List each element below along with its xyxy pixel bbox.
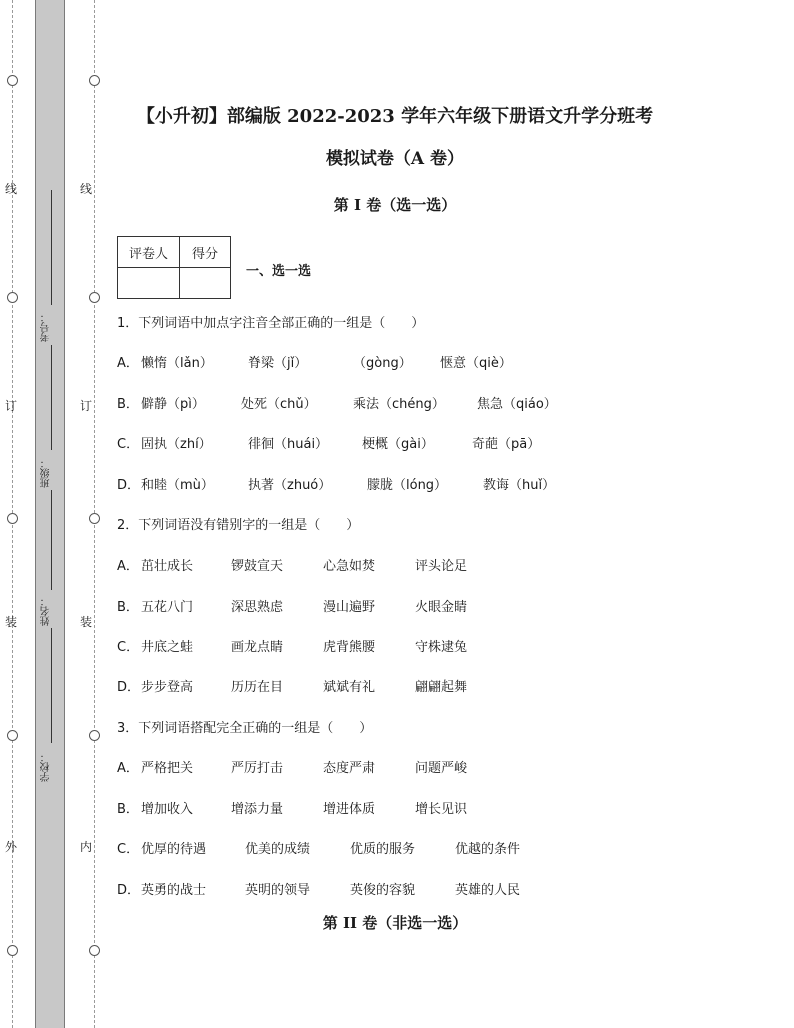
option-item: 步步登高	[141, 680, 194, 695]
school-line[interactable]	[51, 628, 52, 743]
option-item: 画龙点睛	[231, 640, 284, 655]
option-label: B．	[117, 802, 139, 817]
score-table	[117, 236, 231, 299]
option-item: 增进体质	[323, 802, 376, 817]
option-label: B．	[117, 397, 139, 412]
option-item: 英俊的容貌	[350, 883, 416, 898]
option-item: 固执（zhí）	[141, 437, 212, 452]
option-label: B．	[117, 600, 139, 615]
option-label: C．	[117, 640, 140, 655]
page-subtitle: 模拟试卷（A 卷）	[325, 149, 465, 169]
score-table-header-score: 得分	[180, 237, 231, 268]
question-3-stem: 3．下列词语搭配完全正确的一组是（ ）	[117, 721, 373, 736]
ring-icon	[89, 75, 100, 86]
margin-char: 订	[5, 399, 18, 413]
option-item: （gòng）	[353, 356, 412, 371]
option-item: 梗概（gài）	[362, 437, 434, 452]
ring-icon	[89, 513, 100, 524]
part-label: 一、选一选	[246, 264, 312, 279]
score-cell[interactable]	[180, 268, 231, 299]
question-2-option-d[interactable]	[117, 676, 677, 694]
option-label: D．	[117, 680, 141, 695]
option-item: 深思熟虑	[231, 600, 284, 615]
option-label: A．	[117, 761, 139, 776]
option-item: 处死（chǔ）	[241, 397, 317, 412]
ring-icon	[7, 292, 18, 303]
option-item: 严厉打击	[231, 761, 284, 776]
option-label: D．	[117, 883, 141, 898]
option-item: 历历在目	[231, 680, 284, 695]
question-1-option-b[interactable]	[117, 393, 677, 411]
option-item: 惬意（qiè）	[440, 356, 512, 371]
margin-char: 装	[5, 615, 18, 629]
option-item: 朦胧（lóng）	[367, 478, 448, 493]
school-label: 学校：	[41, 752, 52, 782]
option-item: 问题严峻	[415, 761, 468, 776]
option-item: 焦急（qiáo）	[477, 397, 557, 412]
question-2-stem: 2．下列词语没有错别字的一组是（ ）	[117, 518, 360, 533]
option-item: 火眼金睛	[415, 600, 468, 615]
ring-icon	[89, 730, 100, 741]
option-item: 翩翩起舞	[415, 680, 468, 695]
option-item: 英勇的战士	[141, 883, 207, 898]
option-item: 优厚的待遇	[141, 842, 207, 857]
option-item: 懒惰（lǎn）	[141, 356, 213, 371]
margin-char: 订	[80, 399, 93, 413]
section-heading-2: 第 II 卷（非选一选）	[322, 914, 468, 932]
option-item: 奇葩（pā）	[472, 437, 541, 452]
question-3-option-d[interactable]	[117, 879, 677, 897]
option-item: 五花八门	[141, 600, 194, 615]
question-3-option-b[interactable]	[117, 798, 677, 816]
class-label: 班级：	[41, 458, 52, 488]
option-item: 英雄的人民	[455, 883, 521, 898]
option-label: A．	[117, 356, 139, 371]
option-label: D．	[117, 478, 141, 493]
page-title: 【小升初】部编版 2022-2023 学年六年级下册语文升学分班考	[136, 106, 654, 127]
option-label: C．	[117, 842, 140, 857]
option-item: 守株逮兔	[415, 640, 468, 655]
option-item: 锣鼓宣天	[231, 559, 284, 574]
option-item: 英明的领导	[245, 883, 311, 898]
option-item: 僻静（pì）	[141, 397, 205, 412]
question-2-option-a[interactable]	[117, 555, 677, 573]
option-item: 虎背熊腰	[323, 640, 376, 655]
binding-strip	[35, 0, 65, 1028]
option-item: 斌斌有礼	[323, 680, 376, 695]
option-item: 评头论足	[415, 559, 468, 574]
name-line[interactable]	[51, 490, 52, 590]
option-item: 和睦（mù）	[141, 478, 214, 493]
margin-char: 外	[5, 840, 18, 854]
ring-icon	[7, 730, 18, 741]
option-item: 严格把关	[141, 761, 194, 776]
question-3-option-c[interactable]	[117, 838, 677, 856]
ring-icon	[7, 945, 18, 956]
option-label: A．	[117, 559, 139, 574]
ring-icon	[7, 513, 18, 524]
question-1-stem: 1．下列词语中加点字注音全部正确的一组是（ ）	[117, 316, 425, 331]
option-item: 徘徊（huái）	[248, 437, 329, 452]
margin-char: 线	[80, 182, 93, 196]
ring-icon	[89, 945, 100, 956]
exam-number-line[interactable]	[51, 190, 52, 305]
option-item: 执著（zhuó）	[248, 478, 332, 493]
option-item: 漫山遍野	[323, 600, 376, 615]
option-item: 脊梁（jǐ）	[248, 356, 308, 371]
margin-char: 线	[5, 182, 18, 196]
option-item: 乘法（chéng）	[353, 397, 445, 412]
ring-icon	[89, 292, 100, 303]
question-3-option-a[interactable]	[117, 757, 677, 775]
exam-number-label: 考号：	[41, 312, 52, 342]
option-item: 优质的服务	[350, 842, 416, 857]
option-item: 优越的条件	[455, 842, 521, 857]
option-item: 增长见识	[415, 802, 468, 817]
reviewer-cell[interactable]	[118, 268, 180, 299]
ring-icon	[7, 75, 18, 86]
margin-char: 内	[80, 840, 93, 854]
option-item: 增加收入	[141, 802, 194, 817]
section-heading-1: 第 I 卷（选一选）	[333, 196, 457, 214]
question-1-option-c[interactable]	[117, 433, 677, 451]
option-item: 增添力量	[231, 802, 284, 817]
question-1-option-a[interactable]	[117, 352, 677, 370]
question-2-option-b[interactable]	[117, 596, 677, 614]
option-item: 态度严肃	[323, 761, 376, 776]
question-2-option-c[interactable]	[117, 636, 677, 654]
score-table-header-reviewer: 评卷人	[118, 237, 180, 268]
option-item: 井底之蛙	[141, 640, 194, 655]
question-1-option-d[interactable]	[117, 474, 677, 492]
option-item: 心急如焚	[323, 559, 376, 574]
option-item: 教诲（huǐ）	[483, 478, 556, 493]
name-label: 姓名：	[41, 596, 52, 626]
option-label: C．	[117, 437, 140, 452]
margin-char: 装	[80, 615, 93, 629]
option-item: 优美的成绩	[245, 842, 311, 857]
option-item: 茁壮成长	[141, 559, 194, 574]
class-line[interactable]	[51, 345, 52, 450]
